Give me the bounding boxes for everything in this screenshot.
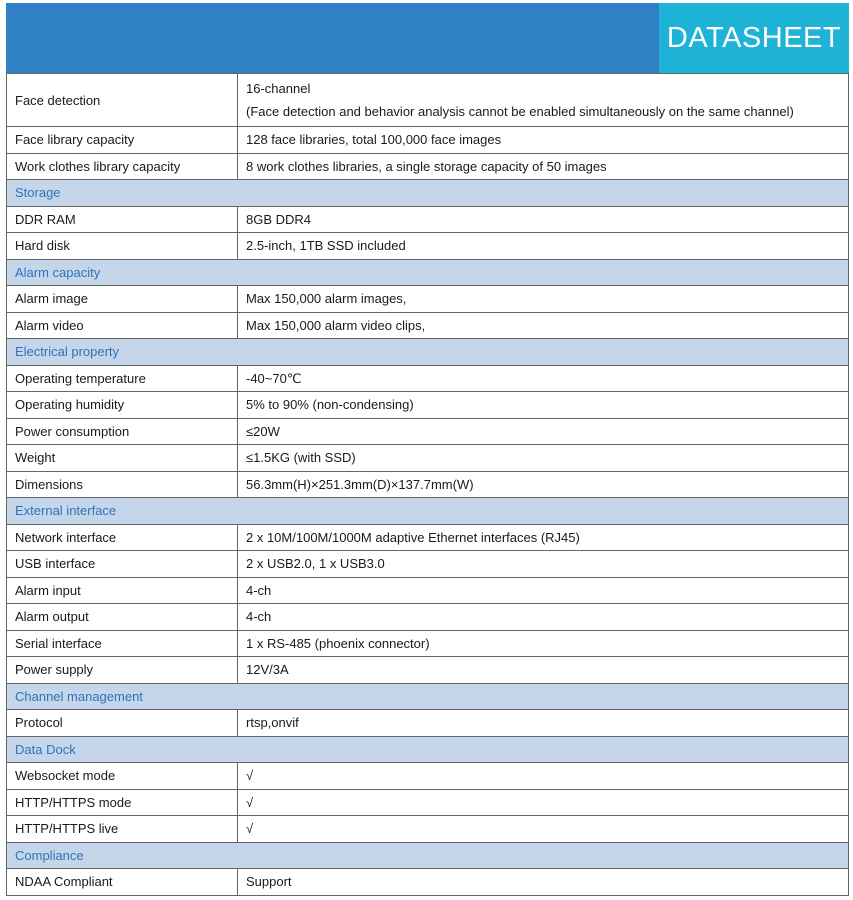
spec-label: USB interface (7, 551, 238, 578)
spec-value: ≤20W (238, 418, 849, 445)
spec-label: Operating temperature (7, 365, 238, 392)
section-title: Alarm capacity (7, 259, 849, 286)
spec-label: Power supply (7, 657, 238, 684)
spec-value: 128 face libraries, total 100,000 face images (238, 127, 849, 154)
spec-value: -40~70℃ (238, 365, 849, 392)
spec-value-main: 16-channel (246, 81, 311, 96)
spec-row (7, 816, 849, 843)
spec-label: Alarm output (7, 604, 238, 631)
section-header-alarm-capacity (7, 259, 849, 286)
spec-label: NDAA Compliant (7, 869, 238, 896)
spec-row (7, 312, 849, 339)
spec-row (7, 551, 849, 578)
spec-label: Work clothes library capacity (7, 153, 238, 180)
spec-row (7, 418, 849, 445)
spec-row (7, 233, 849, 260)
spec-label: Network interface (7, 524, 238, 551)
section-header-channel-management (7, 683, 849, 710)
spec-row (7, 471, 849, 498)
datasheet-header-bar (6, 3, 849, 73)
spec-label: Face library capacity (7, 127, 238, 154)
spec-value: √ (238, 789, 849, 816)
spec-value: 12V/3A (238, 657, 849, 684)
spec-label: Serial interface (7, 630, 238, 657)
spec-value: 2 x USB2.0, 1 x USB3.0 (238, 551, 849, 578)
spec-row (7, 869, 849, 896)
spec-row (7, 577, 849, 604)
spec-value: 4-ch (238, 604, 849, 631)
spec-label: HTTP/HTTPS mode (7, 789, 238, 816)
spec-label: Operating humidity (7, 392, 238, 419)
datasheet-title-tab (659, 3, 849, 73)
spec-row (7, 789, 849, 816)
section-header-external-interface (7, 498, 849, 525)
spec-row (7, 127, 849, 154)
datasheet-title: DATASHEET (666, 21, 842, 54)
spec-label: Dimensions (7, 471, 238, 498)
spec-value: ≤1.5KG (with SSD) (238, 445, 849, 472)
spec-row-face-detection (7, 74, 849, 127)
section-title: Channel management (7, 683, 849, 710)
spec-value: 56.3mm(H)×251.3mm(D)×137.7mm(W) (238, 471, 849, 498)
spec-row (7, 710, 849, 737)
spec-value: 4-ch (238, 577, 849, 604)
spec-label: Hard disk (7, 233, 238, 260)
spec-table (6, 73, 849, 896)
section-header-compliance (7, 842, 849, 869)
spec-label: Websocket mode (7, 763, 238, 790)
section-title: Data Dock (7, 736, 849, 763)
section-header-electrical-property (7, 339, 849, 366)
spec-row (7, 630, 849, 657)
section-header-data-dock (7, 736, 849, 763)
spec-label: Alarm input (7, 577, 238, 604)
spec-value: Max 150,000 alarm video clips, (238, 312, 849, 339)
spec-row (7, 524, 849, 551)
spec-value: √ (238, 816, 849, 843)
spec-value: rtsp,onvif (238, 710, 849, 737)
spec-row (7, 153, 849, 180)
spec-label: Protocol (7, 710, 238, 737)
section-header-storage (7, 180, 849, 207)
spec-label: HTTP/HTTPS live (7, 816, 238, 843)
spec-label: DDR RAM (7, 206, 238, 233)
spec-row (7, 763, 849, 790)
spec-row (7, 445, 849, 472)
spec-row (7, 365, 849, 392)
spec-label: Power consumption (7, 418, 238, 445)
spec-value: 5% to 90% (non-condensing) (238, 392, 849, 419)
spec-label: Alarm video (7, 312, 238, 339)
spec-value: 1 x RS-485 (phoenix connector) (238, 630, 849, 657)
spec-value: √ (238, 763, 849, 790)
section-title: External interface (7, 498, 849, 525)
spec-row (7, 392, 849, 419)
spec-row (7, 206, 849, 233)
spec-label: Alarm image (7, 286, 238, 313)
spec-label: Weight (7, 445, 238, 472)
section-title: Compliance (7, 842, 849, 869)
spec-value: Max 150,000 alarm images, (238, 286, 849, 313)
spec-value: 2 x 10M/100M/1000M adaptive Ethernet interfaces (RJ45) (238, 524, 849, 551)
spec-value: 8 work clothes libraries, a single storage capacity of 50 images (238, 153, 849, 180)
spec-value: Support (238, 869, 849, 896)
spec-row (7, 604, 849, 631)
spec-value: 2.5-inch, 1TB SSD included (238, 233, 849, 260)
spec-value (238, 74, 849, 127)
spec-label: Face detection (7, 74, 238, 127)
section-title: Storage (7, 180, 849, 207)
spec-value-note: (Face detection and behavior analysis cannot be enabled simultaneously on the same channel) (246, 104, 794, 119)
spec-row (7, 657, 849, 684)
section-title: Electrical property (7, 339, 849, 366)
spec-value: 8GB DDR4 (238, 206, 849, 233)
spec-row (7, 286, 849, 313)
